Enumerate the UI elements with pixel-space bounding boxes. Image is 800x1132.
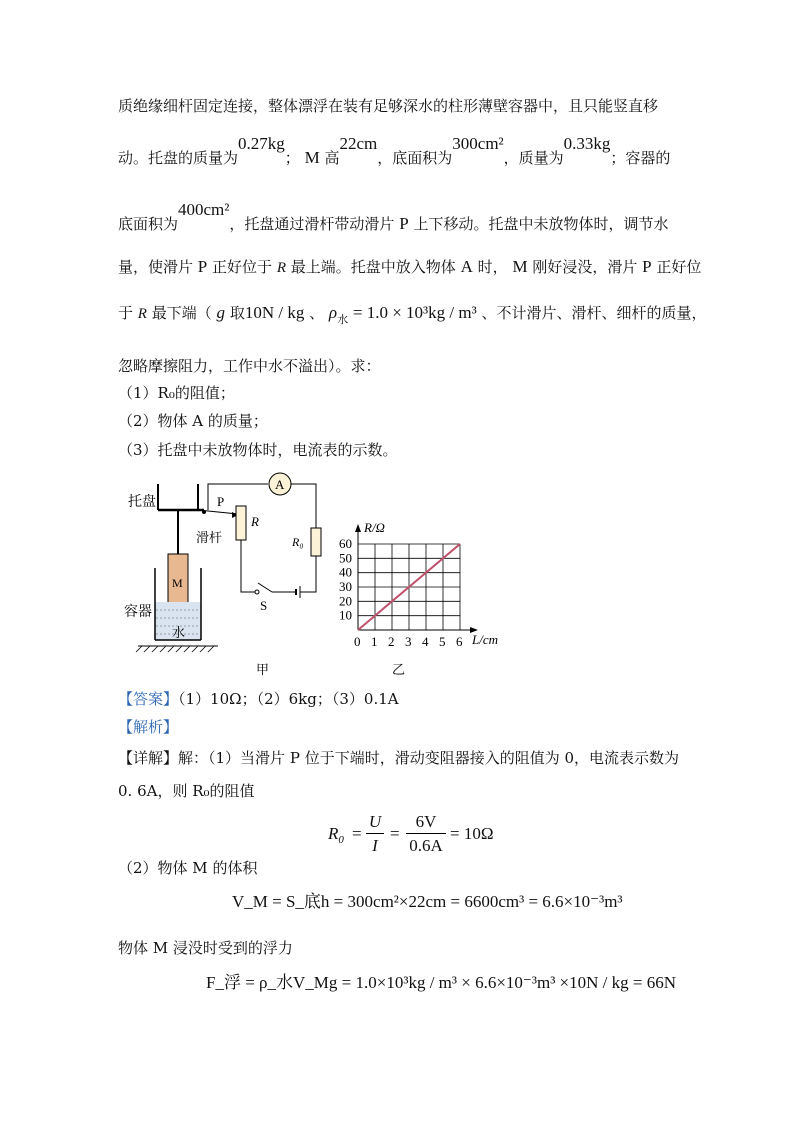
text: 刚好浸没，滑片 [532,258,638,276]
y-axis-arrow [355,524,361,532]
r-symbol: R [137,306,147,322]
eq1-lhs: R [328,824,339,843]
m-symbol: M [512,257,528,276]
detail-line-2: 0. 6A，则 R₀的阻值 [118,782,255,800]
text: 最上端。托盘中放入物体 [290,258,456,276]
caption-left: 甲 [256,662,270,677]
caption-right: 乙 [392,662,406,677]
y-axis-label: R/Ω [364,520,385,535]
text: ； [284,149,300,167]
slider-rod-label: 滑杆 [196,530,223,545]
ammeter-label: A [275,477,285,492]
text: 正好位 [656,258,702,276]
equation-buoyancy: F_浮 = ρ_水V_Mg = 1.0×10³kg / m³ × 6.6×10⁻³m³ ×10N / kg = 66N [206,973,676,992]
text: 上下移动。托盘中未放物体时，调节水 [413,215,669,233]
question-3: （3）托盘中未放物体时，电流表的示数。 [118,441,398,459]
x-tick-label: 5 [439,634,446,649]
p-symbol: P [642,257,652,276]
text: ；容器的 [610,149,671,167]
x-tick-label: 0 [354,634,361,649]
tray-mass: 0.27kg [238,134,285,153]
eq1-lhs-sub: 0 [338,834,344,846]
text: 于 [118,304,134,322]
question-2: （2）物体 A 的质量； [118,412,268,430]
detail-line-1 [118,748,679,768]
problem-line-4 [118,257,701,278]
text: ，质量为 [503,149,564,167]
resistance-length-chart [330,514,520,679]
question-1: （1）R₀的阻值； [118,384,235,402]
rho-value: = 1.0 × 10³kg / m³ [352,303,477,322]
water-label: 水 [172,625,186,640]
detail-label: 【详解】 [118,749,179,767]
problem-line-6: 忽略摩擦阻力，工作中水不溢出）。求： [118,357,381,375]
a-symbol: A [460,257,473,276]
g-symbol: g [216,303,226,322]
y-tick-label: 30 [339,579,352,594]
text: 取 [229,304,245,322]
eq1-denominator-a: 0.6A [409,836,443,855]
text: 底面积为 [118,215,179,233]
tray-label: 托盘 [128,495,156,510]
y-tick-label: 50 [339,550,352,566]
y-tick-label: 60 [339,536,352,551]
problem-line-1: 质绝缘细杆固定连接，整体漂浮在装有足够深水的柱形薄壁容器中，且只能竖直移 [118,97,659,115]
equation-volume: V_M = S_底h = 300cm²×22cm = 6600cm³ = 6.6×10⁻³m³ [232,892,623,911]
problem-line-3 [118,200,669,234]
m-area: 300cm² [452,134,504,153]
x-tick-label: 4 [422,634,429,649]
p-symbol: P [197,257,208,276]
y-tick-label: 40 [339,564,352,580]
answer-label: 【答案】 [118,690,179,708]
detail-line-3: （2）物体 M 的体积 [118,859,258,877]
problem-line-2 [118,134,671,168]
answer-line [118,689,399,709]
x-axis-label: L/cm [472,632,498,647]
y-tick-label: 20 [339,593,352,609]
y-tick-label: 10 [339,607,352,623]
x-tick-label: 3 [405,634,412,649]
eq1-denominator-i: I [372,836,378,855]
g-value: 10N / kg [244,303,305,322]
r-label: R [251,514,259,529]
m-symbol: M [304,148,320,167]
text: 动。托盘的质量为 [118,149,239,167]
x-tick-label: 1 [371,634,378,649]
x-tick-label: 2 [388,634,395,649]
text: 时， [477,258,508,276]
p-label: P [217,494,225,509]
switch-label: S [260,598,268,613]
text: ，底面积为 [377,149,453,167]
m-height: 22cm [339,134,378,153]
r-symbol: R [276,260,287,276]
circuit-diagram [120,462,360,682]
answer-text: （1）10Ω；（2）6kg；（3）0.1A [178,690,399,708]
detail-line-4: 物体 M 浸没时受到的浮力 [118,939,293,957]
text: 正好位于 [212,258,273,276]
m-mass: 0.33kg [563,134,611,153]
text: 高 [324,149,340,167]
p-symbol: P [399,214,409,233]
r0-label: R₀ [292,535,304,549]
problem-line-5 [118,303,707,325]
rho-symbol: ρ [328,303,338,322]
text: 量，使滑片 [118,258,194,276]
text: 最下端（ [151,304,212,322]
detail-text: 解：（1）当滑片 P 位于下端时，滑动变阻器接入的阻值为 0，电流表示数为 [178,749,680,767]
text: 、 [309,304,325,322]
container-area: 400cm² [178,200,230,219]
m-label: M [172,576,183,590]
eq1-numerator-v: 6V [415,812,437,831]
analysis-label: 【解析】 [118,718,179,736]
eq1-numerator-u: U [368,812,382,831]
text: 、不计滑片、滑杆、细杆的质量， [481,304,707,322]
text: ，托盘通过滑杆带动滑片 [229,215,395,233]
container-label: 容器 [124,605,152,620]
x-tick-label: 6 [456,634,463,649]
eq1-result: = 10Ω [450,824,494,843]
rho-subscript: 水 [337,313,349,326]
